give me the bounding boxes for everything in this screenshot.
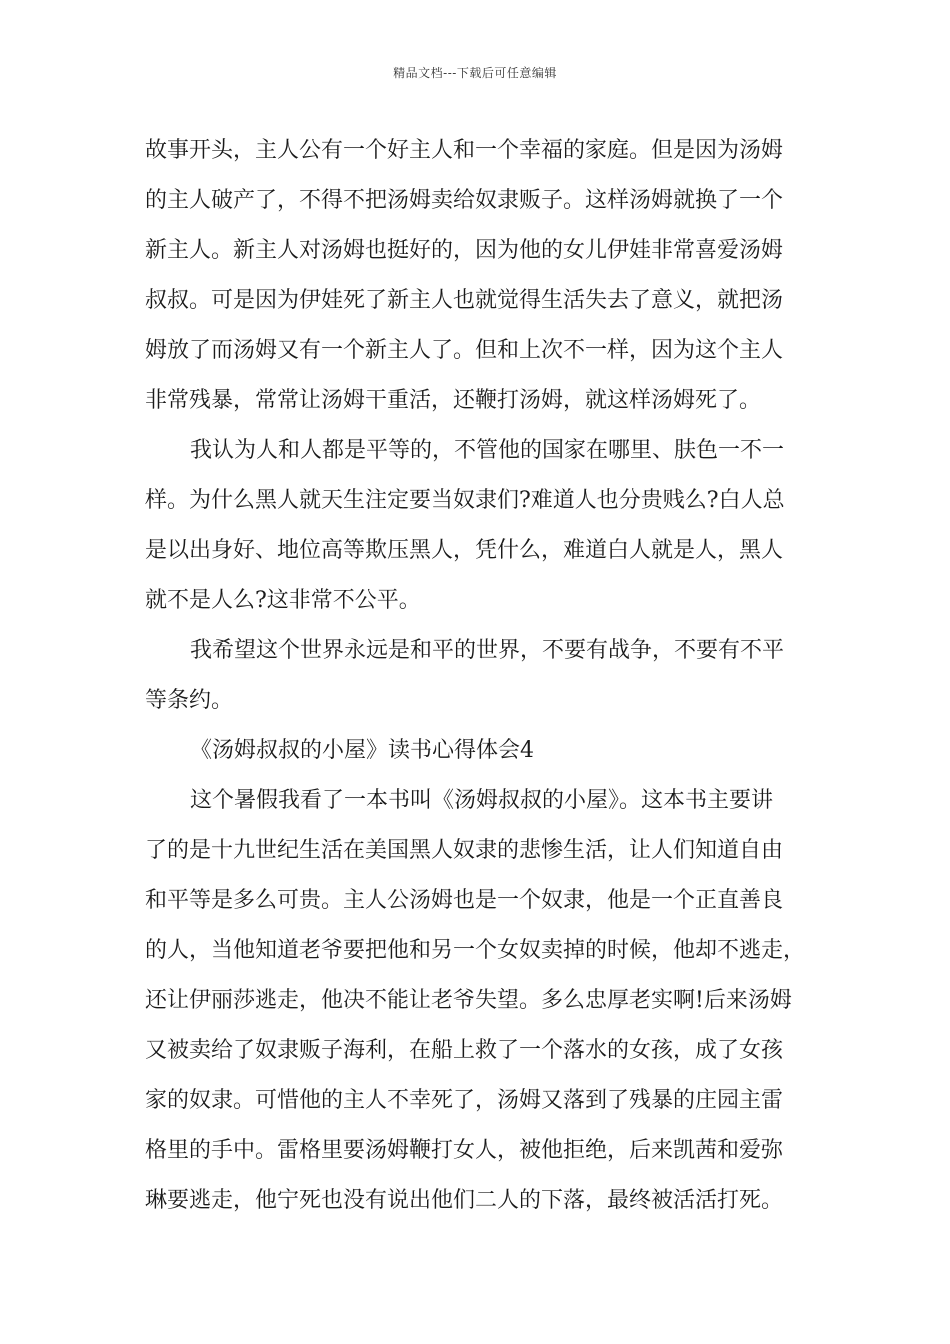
text-line: 就不是人么?这非常不公平。 (145, 588, 421, 613)
text-line: 《汤姆叔叔的小屋》读书心得体会4 (190, 738, 534, 763)
text-line: 这个暑假我看了一本书叫《汤姆叔叔的小屋》。这本书主要讲 (190, 788, 774, 813)
text-line: 了的是十九世纪生活在美国黑人奴隶的悲惨生活，让人们知道自由 (145, 838, 784, 863)
text-line: 又被卖给了奴隶贩子海利，在船上救了一个落水的女孩，成了女孩 (145, 1038, 784, 1063)
text-line: 我认为人和人都是平等的，不管他的国家在哪里、肤色一不一 (190, 438, 785, 463)
text-line: 是以出身好、地位高等欺压黑人，凭什么，难道白人就是人，黑人 (145, 538, 784, 563)
text-line: 叔叔。可是因为伊娃死了新主人也就觉得生活失去了意义，就把汤 (145, 288, 784, 313)
text-line: 和平等是多么可贵。主人公汤姆也是一个奴隶，他是一个正直善良 (145, 888, 784, 913)
text-line: 的主人破产了，不得不把汤姆卖给奴隶贩子。这样汤姆就换了一个 (145, 188, 784, 213)
text-line: 家的奴隶。可惜他的主人不幸死了，汤姆又落到了残暴的庄园主雷 (145, 1088, 784, 1113)
text-line: 样。为什么黑人就天生注定要当奴隶们?难道人也分贵贱么?白人总 (145, 488, 785, 513)
text-line: 故事开头，主人公有一个好主人和一个幸福的家庭。但是因为汤姆 (145, 138, 784, 163)
text-line: 的人，当他知道老爷要把他和另一个女奴卖掉的时候，他却不逃走， (145, 938, 806, 963)
text-line: 格里的手中。雷格里要汤姆鞭打女人，被他拒绝，后来凯茜和爱弥 (145, 1138, 784, 1163)
text-line: 等条约。 (145, 688, 234, 713)
page-header: 精品文档---下载后可任意编辑 (393, 66, 557, 80)
text-line: 我希望这个世界永远是和平的世界，不要有战争，不要有不平 (190, 638, 785, 663)
text-line: 非常残暴，常常让汤姆干重活，还鞭打汤姆，就这样汤姆死了。 (145, 388, 762, 413)
text-line: 姆放了而汤姆又有一个新主人了。但和上次不一样，因为这个主人 (145, 338, 784, 363)
document-body (145, 126, 835, 1226)
text-line: 新主人。新主人对汤姆也挺好的，因为他的女儿伊娃非常喜爱汤姆 (145, 238, 784, 263)
text-line: 琳要逃走，他宁死也没有说出他们二人的下落，最终被活活打死。 (145, 1188, 784, 1213)
text-line: 还让伊丽莎逃走，他决不能让老爷失望。多么忠厚老实啊!后来汤姆 (145, 988, 792, 1013)
